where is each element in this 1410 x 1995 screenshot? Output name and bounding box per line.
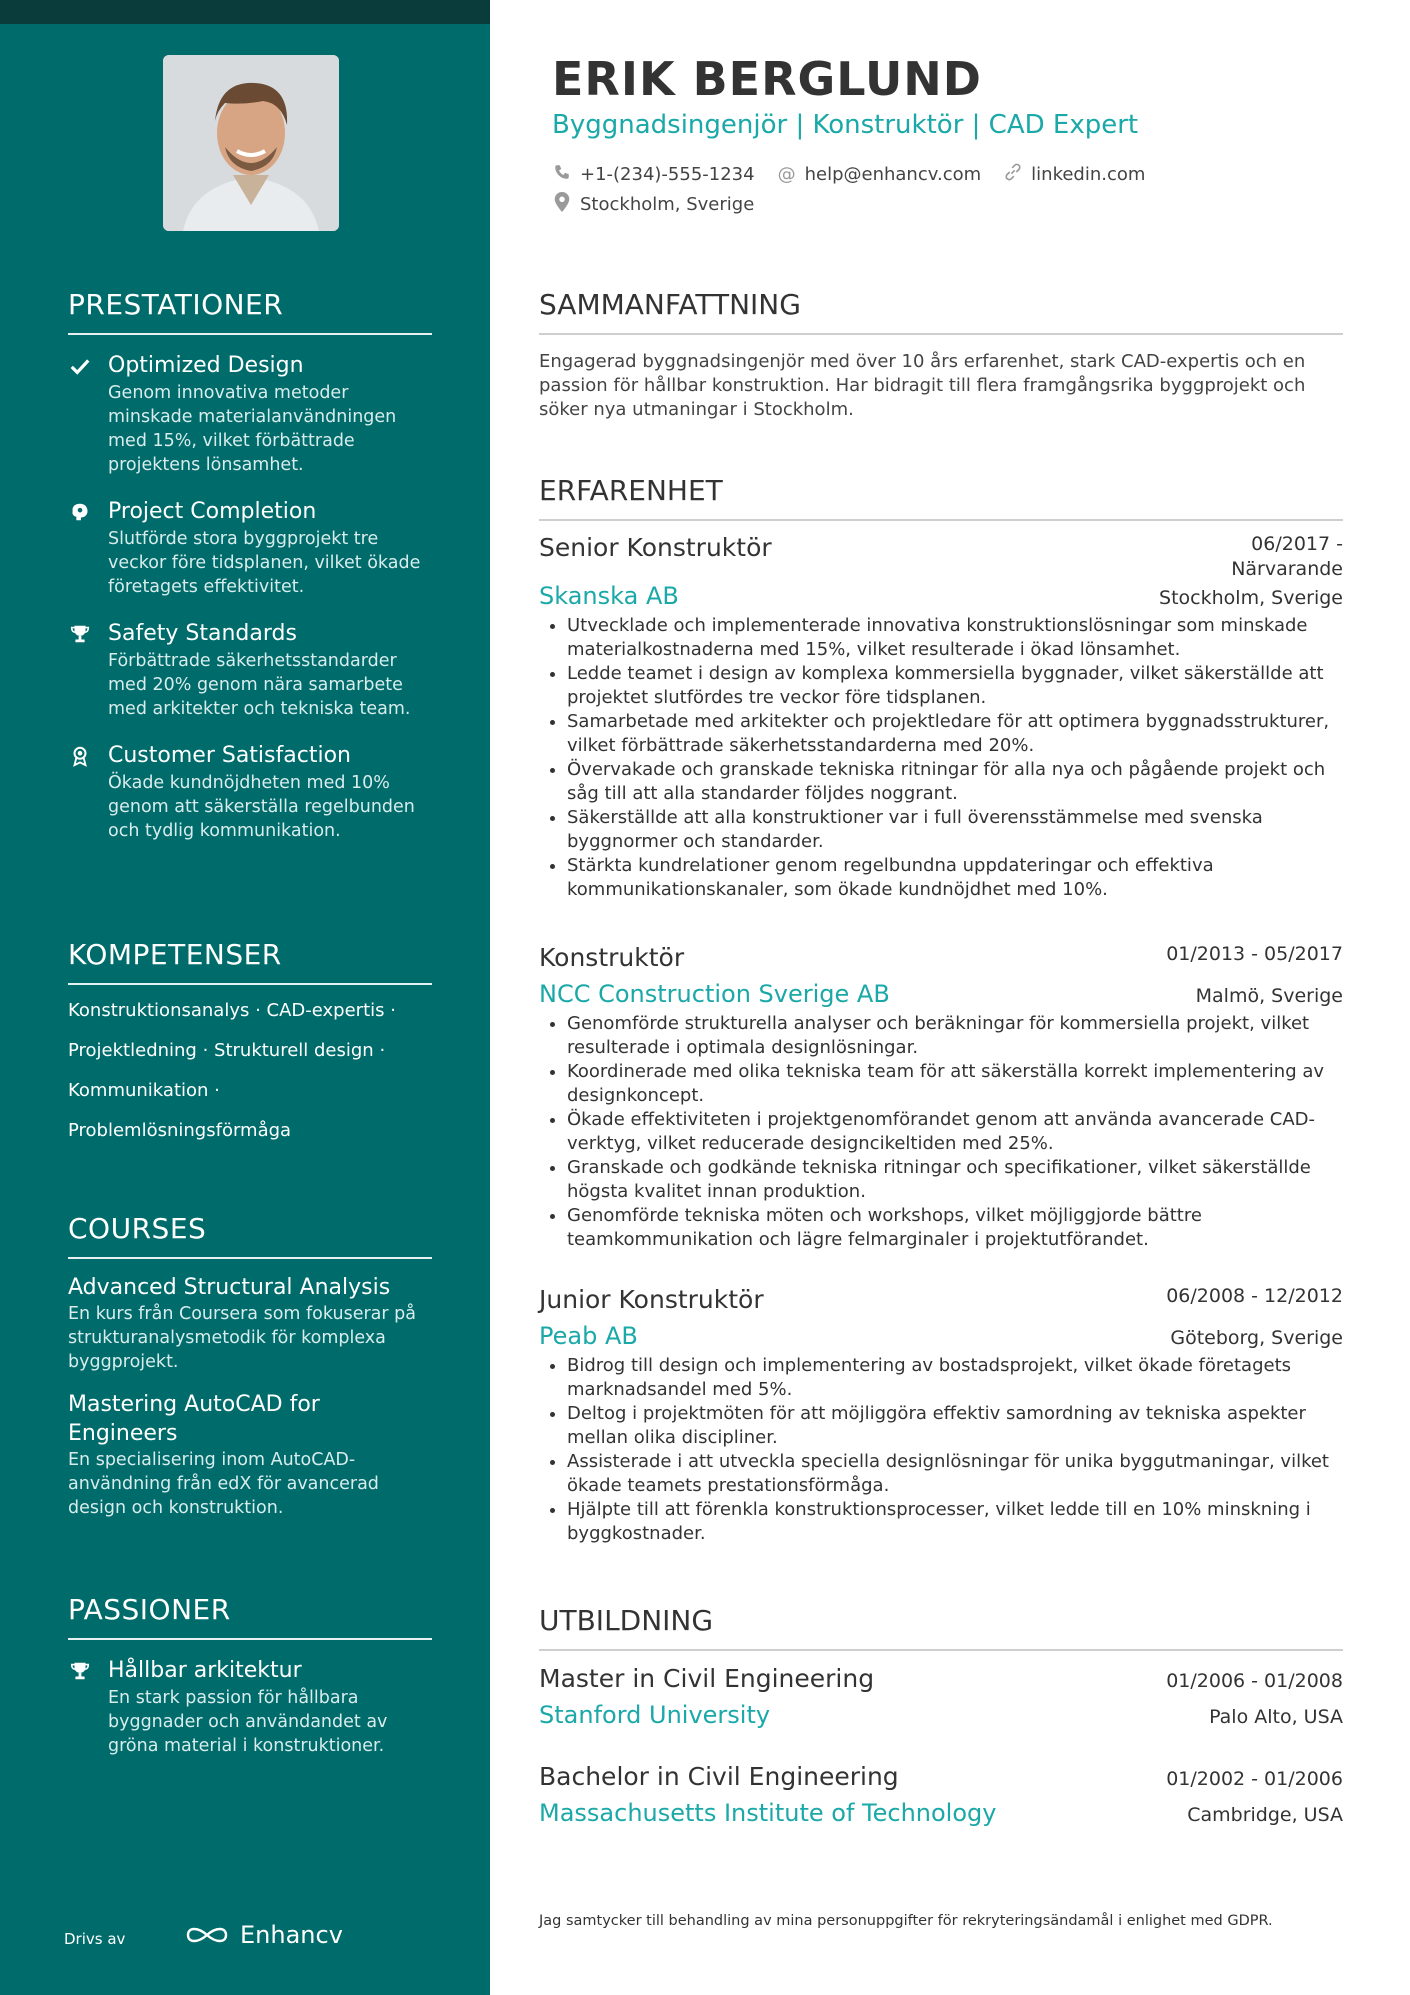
course-item: [68, 1390, 432, 1520]
course-title: Advanced Structural Analysis: [68, 1275, 391, 1300]
courses-section: [68, 1212, 432, 1520]
infinity-logo-icon: [184, 1923, 230, 1947]
job-bullet: • Assisterade i att utveckla speciella designlösningar för unika byggutmaningar, vilket ökade teamets prestationsförmåga.: [567, 1450, 1343, 1498]
achievement-desc: Förbättrade säkerhetsstandarder med 20% genom nära samarbete med arkitekter och tekniska team.: [108, 651, 411, 719]
achievement-desc: Genom innovativa metoder minskade materialanvändningen med 15%, vilket förbättrade projektens lönsamhet.: [108, 383, 397, 475]
passion-item: [68, 1656, 432, 1758]
passions-title: PASSIONER: [68, 1593, 432, 1640]
job-date: [1231, 532, 1343, 582]
brain-icon: [68, 501, 92, 525]
company-name: NCC Construction Sverige AB: [539, 980, 890, 1008]
email-text: help@enhancv.com: [804, 164, 982, 185]
skills-line: Projektledning · Strukturell design ·: [68, 1040, 386, 1061]
job-entry: [539, 942, 1343, 1252]
candidate-name: ERIK BERGLUND: [552, 52, 982, 106]
job-title: Konstruktör: [539, 943, 685, 972]
enhancv-logo[interactable]: [184, 1921, 343, 1949]
achievement-item: [68, 497, 432, 599]
achievement-desc: Slutförde stora byggprojekt tre veckor före tidsplanen, vilket ökade företagets effektivitet.: [108, 529, 421, 597]
experience-title: ERFARENHET: [539, 474, 1343, 521]
achievement-title: Safety Standards: [108, 621, 297, 646]
skills-line: Konstruktionsanalys · CAD-expertis ·: [68, 1000, 396, 1021]
passion-desc: En stark passion för hållbara byggnader och användandet av gröna material i konstruktioner.: [108, 1688, 388, 1756]
job-bullet: • Utvecklade och implementerade innovativa konstruktionslösningar som minskade materialkostnaderna med 15%, vilket resulterade i ökad lönsamhet.: [567, 614, 1343, 662]
edu-school: Massachusetts Institute of Technology: [539, 1799, 997, 1827]
job-bullet: • Deltog i projektmöten för att möjliggöra effektiv samordning av tekniska aspekter mellan olika discipliner.: [567, 1402, 1343, 1450]
job-date-start: 06/2017 -: [1251, 533, 1343, 555]
phone-text: +1-(234)-555-1234: [580, 164, 755, 185]
edu-degree: Master in Civil Engineering: [539, 1664, 875, 1693]
edu-degree: Bachelor in Civil Engineering: [539, 1762, 899, 1791]
contact-row: [552, 162, 1145, 187]
achievement-item: [68, 741, 432, 843]
job-bullet: • Samarbetade med arkitekter och projektledare för att optimera byggnadsstrukturer, vilket förbättrade säkerhetsstandarderna med 20%.: [567, 710, 1343, 758]
company-name: Peab AB: [539, 1322, 638, 1350]
course-item: [68, 1273, 432, 1374]
link-icon: [1003, 162, 1023, 187]
job-bullet: • Genomförde strukturella analyser och beräkningar för kommersiella projekt, vilket resulterade i optimala designlösningar.: [567, 1012, 1343, 1060]
location-pin-icon: [552, 192, 572, 217]
job-bullet: • Ledde teamet i design av komplexa kommersiella byggnader, vilket säkerställde att projektet slutfördes tre veckor före tidsplanen.: [567, 662, 1343, 710]
job-bullet: • Säkerställde att alla konstruktioner var i full överensstämmelse med svenska byggnormer och standarder.: [567, 806, 1343, 854]
sidebar-top-bar: [0, 0, 490, 24]
skills-section: [68, 938, 432, 1151]
achievement-item: [68, 619, 432, 721]
contact-phone[interactable]: [552, 162, 755, 187]
education-entry: [539, 1762, 1343, 1827]
skills-line: Kommunikation ·: [68, 1080, 220, 1101]
skills-list: [68, 991, 432, 1151]
job-bullets: [539, 614, 1343, 902]
contact-row-location: [552, 192, 754, 217]
edu-date: 01/2002 - 01/2006: [1166, 1768, 1343, 1790]
phone-icon: [552, 163, 572, 186]
education-title: UTBILDNING: [539, 1604, 1343, 1651]
profile-photo: [163, 55, 339, 231]
job-bullets: [539, 1354, 1343, 1546]
sidebar: [0, 0, 490, 1995]
job-date: 06/2008 - 12/2012: [1166, 1285, 1343, 1307]
job-date: 01/2013 - 05/2017: [1166, 943, 1343, 965]
achievement-desc: Ökade kundnöjdheten med 10% genom att säkerställa regelbunden och tydlig kommunikation.: [108, 773, 415, 841]
job-entry: [539, 532, 1343, 902]
job-bullet: • Bidrog till design och implementering av bostadsprojekt, vilket ökade företagets marknadsandel med 5%.: [567, 1354, 1343, 1402]
edu-location: Cambridge, USA: [1187, 1804, 1343, 1826]
achievement-item: [68, 351, 432, 477]
powered-by-label: Drivs av: [64, 1930, 126, 1948]
achievements-title: PRESTATIONER: [68, 288, 432, 335]
skills-line: Problemlösningsförmåga: [68, 1120, 292, 1141]
achievement-title: Project Completion: [108, 499, 317, 524]
passion-title: Hållbar arkitektur: [108, 1658, 302, 1683]
at-icon: @: [777, 164, 796, 185]
skills-title: KOMPETENSER: [68, 938, 432, 985]
award-icon: [68, 745, 92, 769]
job-title: Senior Konstruktör: [539, 533, 772, 562]
job-location: Göteborg, Sverige: [1170, 1327, 1343, 1349]
job-bullet: • Koordinerade med olika tekniska team för att säkerställa korrekt implementering av designkoncept.: [567, 1060, 1343, 1108]
course-desc: En kurs från Coursera som fokuserar på strukturanalysmetodik för komplexa byggprojekt.: [68, 1304, 416, 1372]
job-location: Stockholm, Sverige: [1159, 587, 1343, 609]
profile-photo-image: [163, 55, 339, 231]
job-location: Malmö, Sverige: [1195, 985, 1343, 1007]
job-bullet: • Genomförde tekniska möten och workshops, vilket möjliggjorde bättre teamkommunikation och lägre felmarginaler i projektutförandet.: [567, 1204, 1343, 1252]
company-name: Skanska AB: [539, 582, 679, 610]
achievements-section: [68, 288, 432, 843]
check-icon: [68, 355, 92, 379]
education-entry: [539, 1664, 1343, 1729]
contact-location: [552, 192, 754, 217]
contact-email[interactable]: [777, 162, 982, 187]
gdpr-consent: Jag samtycker till behandling av mina personuppgifter för rekryteringsändamål i enlighet med GDPR.: [539, 1913, 1273, 1929]
contact-linkedin[interactable]: [1003, 162, 1145, 187]
passions-section: [68, 1593, 432, 1758]
job-bullet: • Övervakade och granskade tekniska ritningar för alla nya och pågående projekt och såg till att alla standarder följdes noggrant.: [567, 758, 1343, 806]
job-bullet: • Stärkta kundrelationer genom regelbundna uppdateringar och effektiva kommunikationskanaler, som ökade kundnöjdhet med 10%.: [567, 854, 1343, 902]
course-title: Mastering AutoCAD for Engineers: [68, 1392, 320, 1446]
summary-text: Engagerad byggnadsingenjör med över 10 års erfarenhet, stark CAD-expertis och en passion för hållbar konstruktion. Har bidragit till flera framgångsrika byggprojekt och söker nya utmaningar i Stockholm.: [539, 351, 1306, 420]
trophy-icon: [68, 623, 92, 647]
job-date-end: Närvarande: [1231, 558, 1343, 580]
trophy-icon: [68, 1660, 92, 1684]
edu-date: 01/2006 - 01/2008: [1166, 1670, 1343, 1692]
edu-school: Stanford University: [539, 1701, 771, 1729]
location-text: Stockholm, Sverige: [580, 194, 755, 215]
job-bullet: • Hjälpte till att förenkla konstruktionsprocesser, vilket ledde till en 10% minskning i byggkostnader.: [567, 1498, 1343, 1546]
candidate-headline: Byggnadsingenjör | Konstruktör | CAD Expert: [552, 110, 1139, 140]
courses-title: COURSES: [68, 1212, 432, 1259]
job-title: Junior Konstruktör: [539, 1285, 764, 1314]
job-entry: [539, 1284, 1343, 1546]
achievement-title: Optimized Design: [108, 353, 304, 378]
edu-location: Palo Alto, USA: [1209, 1706, 1343, 1728]
job-bullet: • Granskade och godkände tekniska ritningar och specifikationer, vilket säkerställde högsta kvalitet innan produktion.: [567, 1156, 1343, 1204]
linkedin-text: linkedin.com: [1031, 164, 1146, 185]
enhancv-brand: Enhancv: [240, 1921, 343, 1949]
achievement-title: Customer Satisfaction: [108, 743, 351, 768]
summary-title: SAMMANFATTNING: [539, 288, 1343, 335]
job-bullet: • Ökade effektiviteten i projektgenomförandet genom att använda avancerade CAD-verktyg, vilket reducerade designcikeltiden med 25%.: [567, 1108, 1343, 1156]
course-desc: En specialisering inom AutoCAD-användning från edX för avancerad design och konstruktion.: [68, 1450, 379, 1518]
job-bullets: [539, 1012, 1343, 1252]
